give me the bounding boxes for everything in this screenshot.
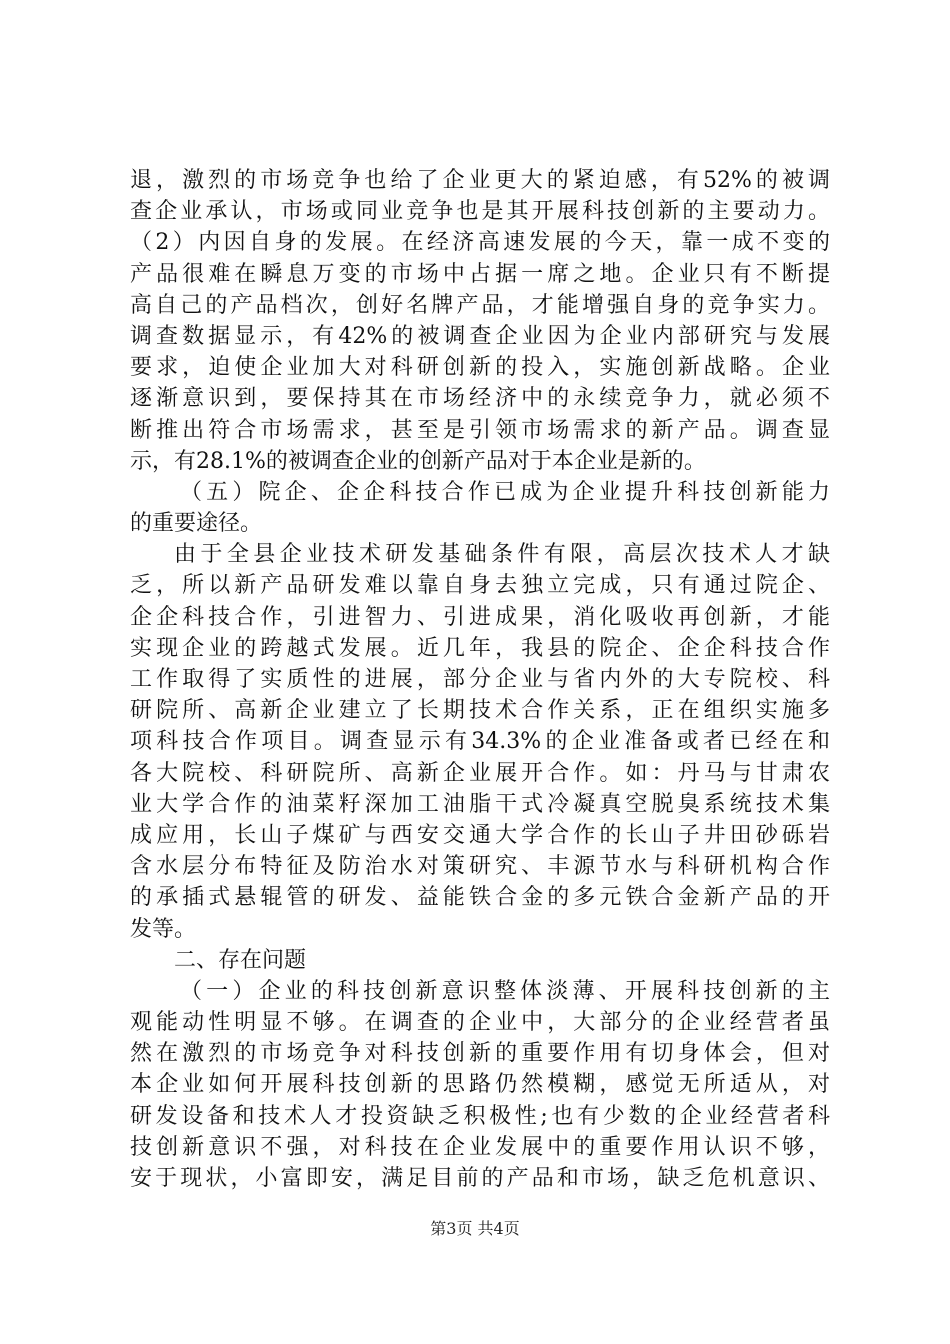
text-line: 技创新意识不强，对科技在企业发展中的重要作用认识不够， — [130, 1134, 830, 1160]
paragraph-first-line: 由于全县企业技术研发基础条件有限，高层次技术人才缺 — [174, 542, 830, 568]
text-line: 的重要途径。 — [130, 511, 263, 537]
text-line: 实现企业的跨越式发展。近几年，我县的院企、企企科技合作 — [130, 635, 830, 661]
text-line: 工作取得了实质性的进展，部分企业与省内外的大专院校、科 — [130, 667, 830, 692]
text-line: 要求，迫使企业加大对科研创新的投入，实施创新战略。企业 — [130, 355, 830, 381]
text-line: 项科技合作项目。调查显示有34.3%的企业准备或者已经在和 — [130, 729, 830, 755]
text-line: 乏，所以新产品研发难以靠自身去独立完成，只有通过院企、 — [130, 573, 830, 599]
text-line: 调查数据显示，有42%的被调查企业因为企业内部研究与发展 — [130, 323, 830, 349]
text-line: 高自己的产品档次，创好名牌产品，才能增强自身的竞争实力。 — [130, 292, 830, 318]
text-line: 研院所、高新企业建立了长期技术合作关系，正在组织实施多 — [130, 698, 830, 724]
text-line: 企企科技合作，引进智力、引进成果，消化吸收再创新，才能 — [130, 604, 830, 630]
paragraph-first-line: （一）企业的科技创新意识整体淡薄、开展科技创新的主 — [180, 978, 830, 1004]
text-line: 安于现状，小富即安，满足目前的产品和市场，缺乏危机意识、 — [130, 1166, 830, 1191]
section-heading: （五）院企、企企科技合作已成为企业提升科技创新能力 — [180, 479, 830, 505]
text-line: 产品很难在瞬息万变的市场中占据一席之地。企业只有不断提 — [130, 261, 830, 287]
document-body — [130, 165, 830, 1194]
section-heading: 二、存在问题 — [174, 947, 307, 973]
text-line: 断推出符合市场需求，甚至是引领市场需求的新产品。调查显 — [130, 417, 830, 443]
text-line: 查企业承认，市场或同业竞争也是其开展科技创新的主要动力。 — [130, 199, 830, 225]
text-line: 逐渐意识到，要保持其在市场经济中的永续竞争力，就必须不 — [130, 386, 830, 412]
text-line: 业大学合作的油菜籽深加工油脂干式冷凝真空脱臭系统技术集 — [130, 791, 830, 817]
text-line: 本企业如何开展科技创新的思路仍然模糊，感觉无所适从，对 — [130, 1072, 830, 1098]
text-line: 然在激烈的市场竞争对科技创新的重要作用有切身体会，但对 — [130, 1041, 830, 1067]
text-line: 研发设备和技术人才投资缺乏积极性;也有少数的企业经营者科 — [130, 1103, 830, 1129]
text-line: 成应用，长山子煤矿与西安交通大学合作的长山子井田砂砾岩 — [130, 822, 830, 848]
text-line: 发等。 — [130, 916, 197, 942]
text-line: （2）内因自身的发展。在经济高速发展的今天，靠一成不变的 — [130, 230, 830, 256]
text-line: 示，有28.1%的被调查企业的创新产品对于本企业是新的。 — [130, 448, 706, 474]
text-line: 观能动性明显不够。在调查的企业中，大部分的企业经营者虽 — [130, 1010, 830, 1036]
text-line: 含水层分布特征及防治水对策研究、丰源节水与科研机构合作 — [130, 854, 830, 880]
text-line: 的承插式悬辊管的研发、益能铁合金的多元铁合金新产品的开 — [130, 885, 830, 911]
page-number-footer: 第3页 共4页 — [430, 1219, 520, 1238]
text-line: 退，激烈的市场竞争也给了企业更大的紧迫感，有52%的被调 — [130, 168, 830, 193]
text-line: 各大院校、科研院所、高新企业展开合作。如：丹马与甘肃农 — [130, 760, 830, 786]
